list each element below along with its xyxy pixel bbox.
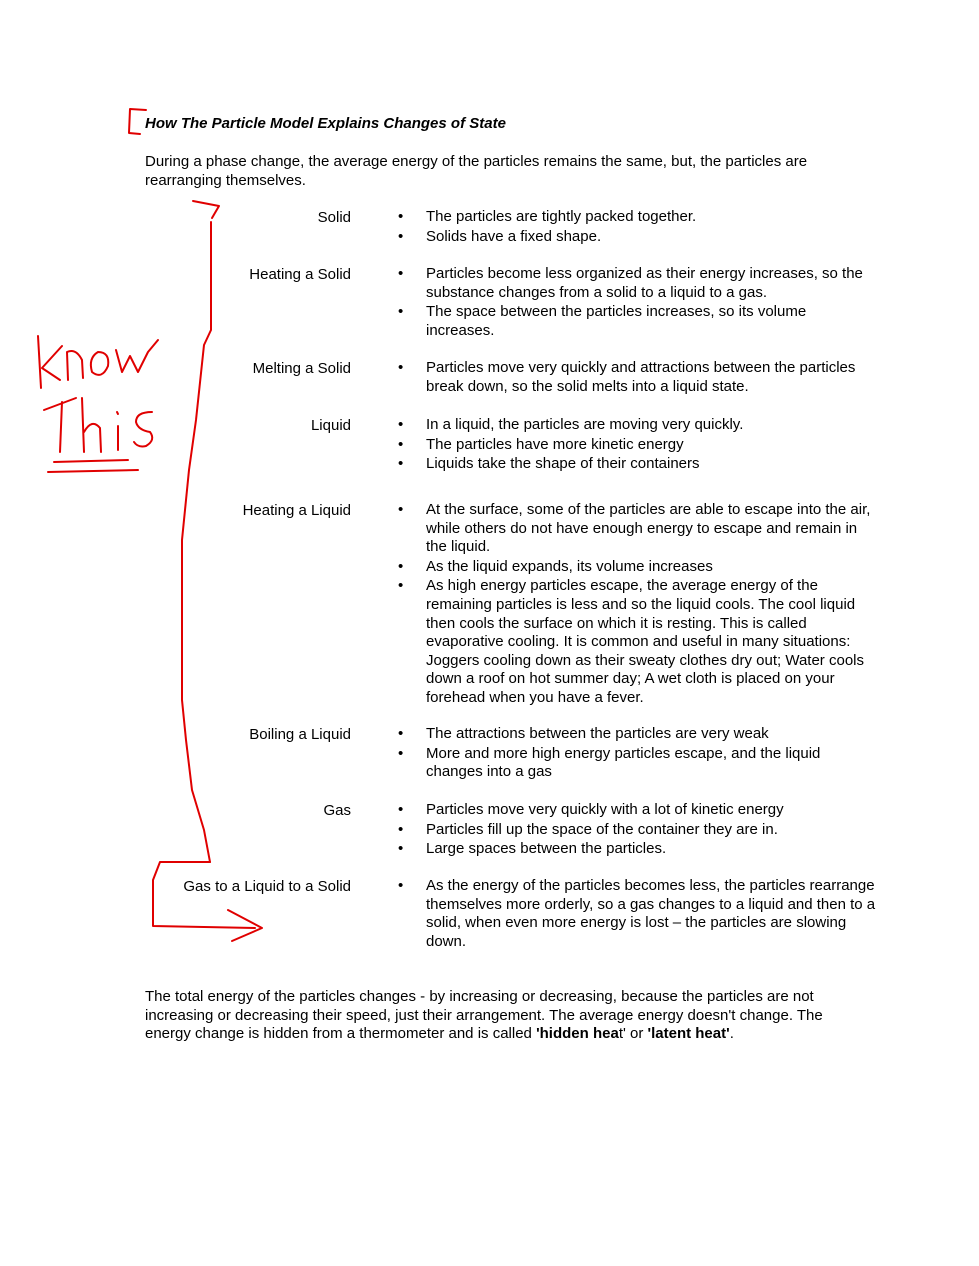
vertical-bracket-line	[182, 222, 211, 862]
bullet-list	[398, 416, 876, 475]
hidden-heat-term: 'hidden hea	[536, 1025, 619, 1043]
row-label: Heating a Solid	[249, 266, 351, 283]
heading-bracket-mark	[129, 109, 146, 134]
bullet-item: • Solids have a fixed shape.	[398, 228, 876, 247]
closing-text: .	[729, 1025, 734, 1043]
know-letter-k	[38, 336, 62, 388]
bullet-item: • As high energy particles escape, the average energy of the remaining particles is less and so the liquid cools. The cool liquid then cools the surface on which it is resting. This is called evaporative cooling. It is common and useful in many situations: Joggers cooling down as their sweaty clothes dry out; Water cools down a roof on hot summer day; A wet cloth is placed on your forehead when you have a fever.	[398, 577, 876, 707]
know-letter-n	[67, 351, 83, 380]
bullet-item: • Particles move very quickly and attractions between the particles break down, so the solid melts into a liquid state.	[398, 359, 876, 396]
row-label: Gas	[323, 802, 351, 819]
bullet-list	[398, 359, 876, 397]
bullet-item: • The particles have more kinetic energy	[398, 436, 876, 455]
latent-heat-term: 'latent heat'	[647, 1025, 730, 1043]
closing-text: t' or	[618, 1025, 648, 1043]
page-title: How The Particle Model Explains Changes of State	[145, 115, 506, 132]
bullet-item: • As the energy of the particles becomes less, the particles rearrange themselves more orderly, so a gas changes to a liquid and then to a solid, when even more energy is lost – the particles are slowing down.	[398, 877, 876, 951]
row-label: Heating a Liquid	[242, 502, 351, 519]
bullet-item: • The particles are tightly packed together.	[398, 208, 876, 227]
closing-text: The total energy of the particles changes - by increasing or decreasing, because the particles are not increasing or decreasing their speed, just their arrangement. The average energy doesn't change. The energy change is hidden from a thermometer and is called	[145, 988, 823, 1043]
row-label: Liquid	[310, 417, 351, 434]
row-label: Boiling a Liquid	[249, 726, 351, 743]
bullet-item: • As the liquid expands, its volume increases	[398, 558, 876, 577]
closing-paragraph	[145, 988, 835, 1044]
bullet-item: • Particles fill up the space of the container they are in.	[398, 821, 876, 840]
bullet-item: • More and more high energy particles escape, and the liquid changes into a gas	[398, 745, 876, 782]
know-letter-w	[116, 340, 158, 372]
bullet-item: • The space between the particles increases, so its volume increases.	[398, 303, 876, 340]
row-label: Solid	[317, 209, 351, 226]
bullet-item: • Liquids take the shape of their containers	[398, 455, 876, 474]
bottom-arrow-mark	[228, 910, 262, 941]
row-label: Gas to a Liquid to a Solid	[183, 878, 351, 895]
bullet-list	[398, 801, 876, 860]
bullet-item: • At the surface, some of the particles are able to escape into the air, while others do not have enough energy to escape and remain in the liquid.	[398, 501, 876, 557]
bullet-list	[398, 501, 876, 709]
bullet-item: • Particles become less organized as their energy increases, so the substance changes from a solid to a liquid to a gas.	[398, 265, 876, 302]
this-letter-s	[134, 412, 152, 447]
bullet-item: • Large spaces between the particles.	[398, 840, 876, 859]
bullet-list	[398, 877, 876, 952]
bullet-item: • In a liquid, the particles are moving very quickly.	[398, 416, 876, 435]
know-letter-o	[91, 352, 108, 375]
bullet-list	[398, 725, 876, 783]
intro-paragraph: During a phase change, the average energy of the particles remains the same, but, the particles are rearranging themselves.	[145, 153, 808, 189]
this-letter-i	[117, 412, 118, 450]
this-letter-h	[82, 398, 101, 452]
bullet-list	[398, 208, 876, 247]
bullet-item: • Particles move very quickly with a lot of kinetic energy	[398, 801, 876, 820]
bullet-item: • The attractions between the particles are very weak	[398, 725, 876, 744]
bullet-list	[398, 265, 876, 341]
row-label: Melting a Solid	[252, 360, 351, 377]
this-letter-t	[44, 398, 76, 452]
this-underline-2	[48, 470, 138, 472]
this-underline-1	[54, 460, 128, 462]
top-arrow-mark	[193, 201, 219, 218]
